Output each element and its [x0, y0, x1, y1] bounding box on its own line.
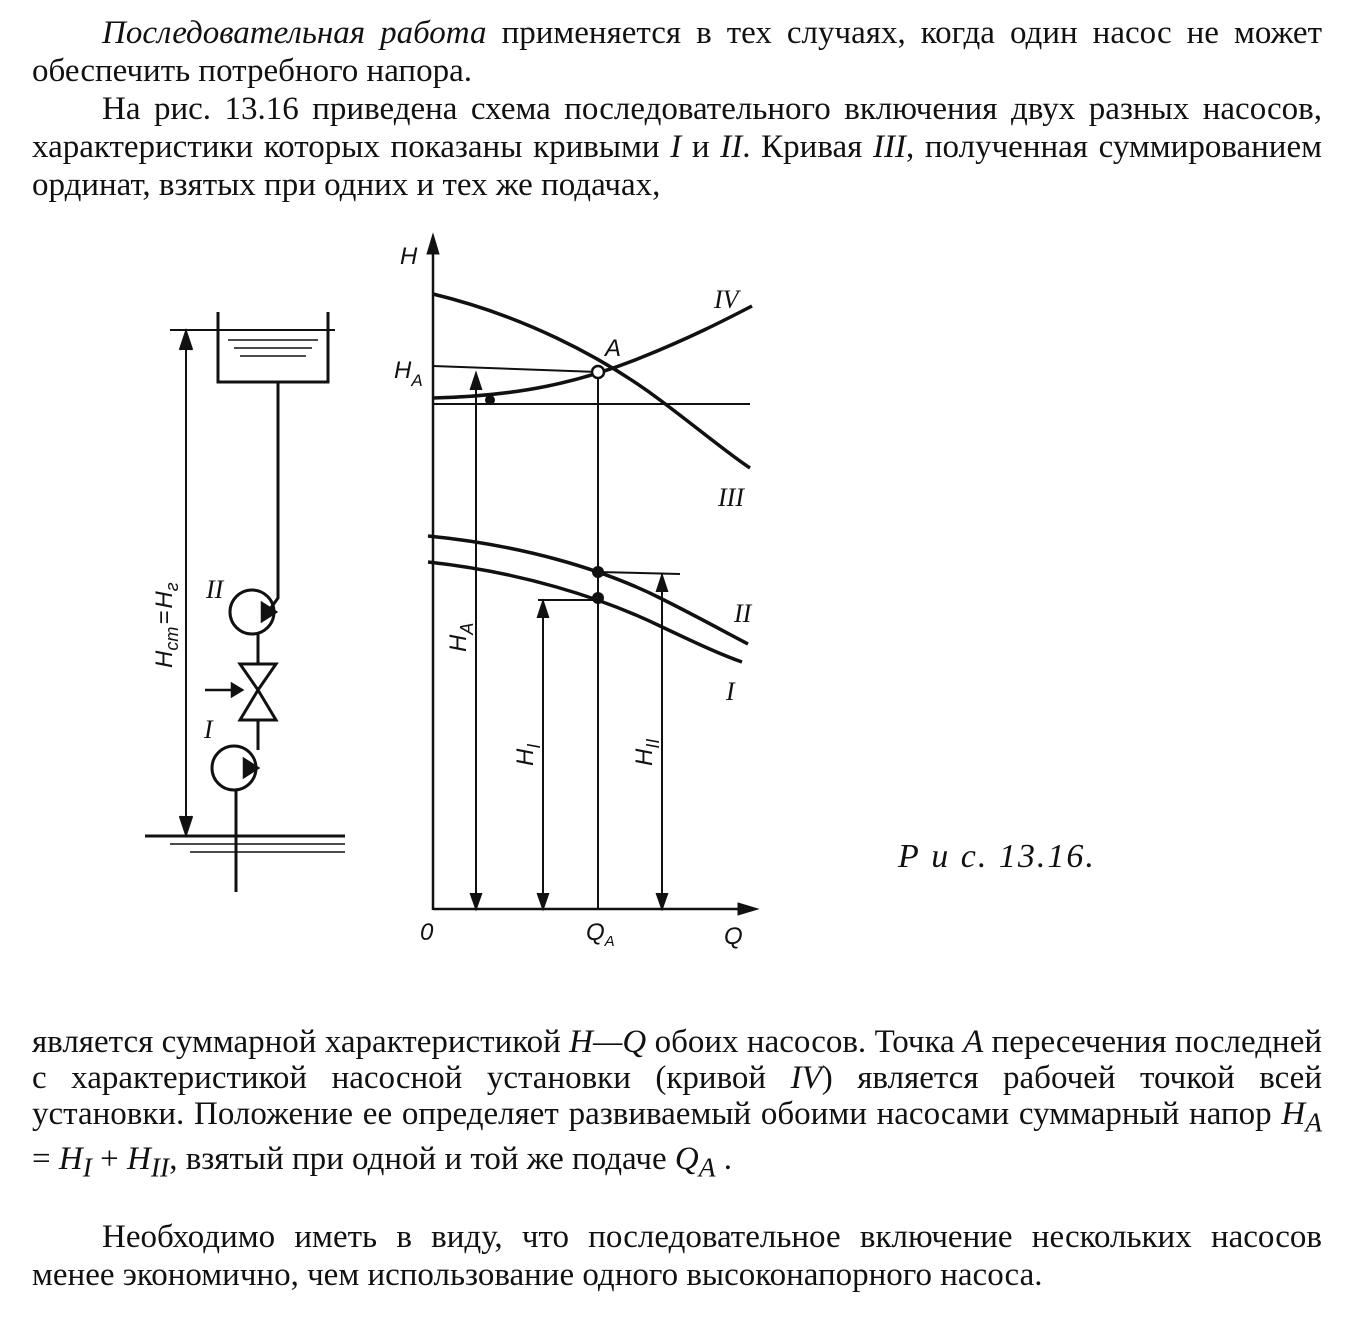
svg-text:HA: $H_A$ [445, 622, 477, 652]
paragraph-3 [32, 1024, 1322, 1185]
y-axis-arrow [427, 234, 439, 254]
formula-plus: + [91, 1140, 128, 1177]
formula-ha: $H_A$ [1281, 1096, 1322, 1138]
qa-label: $Q_A$ [586, 919, 615, 950]
upper-tank [218, 312, 328, 382]
formula-h1: $H_I$ [58, 1140, 92, 1183]
x-axis-label: Q [724, 923, 743, 950]
curve-iii-label: III [718, 483, 744, 512]
paragraph-2-text-b: и [681, 129, 721, 165]
ha-dimension-label [445, 623, 477, 652]
italic-term: Последовательная работа [102, 15, 487, 51]
y-axis-label: H [400, 243, 418, 270]
h2-arrow-up [656, 574, 668, 592]
curve-iii [433, 294, 750, 468]
formula-eq: = [32, 1140, 59, 1177]
h2-arrow-down [656, 893, 668, 910]
ha-level-line [433, 366, 598, 372]
curve-ii-label: II [734, 599, 752, 628]
dim-arrow-up [180, 332, 192, 350]
point-on-curve-ii [592, 566, 604, 578]
paragraph-4: Необходимо иметь в виду, что последовательное включение нескольких насосов менее экономично, чем использование одного высоконапорного насоса. [32, 1219, 1322, 1293]
curve-ref-iii: III [872, 129, 906, 165]
curve-ref-ii: II [720, 129, 743, 165]
operating-point-a [592, 366, 604, 378]
paragraph-2-text-d: , полученная суммированием ординат, взятых при одних и тех же подачах, [32, 129, 1322, 203]
pump-i-label: I [204, 715, 213, 744]
svg-text:Hcm=Hг: $H_{cm}=H_г$ [151, 582, 182, 668]
figure-caption: Р и с. 13.16. [898, 838, 1096, 875]
paragraph-3-text-c: пересечения последней с характеристикой насосной установки (кривой [32, 1024, 1322, 1096]
paragraph-2-text-a: На рис. 13.16 приведена схема последовательного включения двух разных насосов, характеристики которых показаны кривыми [32, 91, 1322, 165]
pump-ii-label: II [206, 575, 224, 604]
height-label [151, 582, 182, 668]
origin-label: 0 [420, 919, 434, 946]
paragraph-2-text-c: . Кривая [742, 129, 873, 165]
h1-arrow-down [537, 893, 549, 910]
point-a-ref: А [963, 1024, 984, 1060]
formula-qa: $Q_A$ [674, 1140, 716, 1183]
point-a-label: A [605, 335, 622, 362]
point-on-curve-iv [485, 395, 495, 405]
curve-iv [433, 306, 752, 398]
curve-ref-iv: IV [790, 1060, 822, 1096]
hq-term: H—Q [569, 1024, 647, 1060]
x-axis-arrow [738, 903, 758, 915]
formula-h2: $H_{II}$ [127, 1140, 170, 1183]
dim-arrow-down [180, 816, 192, 834]
ha-arrow-down [470, 893, 482, 910]
svg-text:HI: $H_I$ [512, 743, 544, 766]
valve [240, 664, 276, 720]
hq-chart [427, 234, 758, 915]
discharge-pipe [268, 382, 278, 612]
curve-ref-i: I [670, 129, 682, 165]
svg-text:HII: $H_{II}$ [631, 738, 663, 766]
curve-iv-label: IV [714, 285, 739, 314]
h1-arrow-up [537, 600, 549, 618]
h2-level-line [598, 572, 680, 574]
h2-dimension-label [631, 739, 663, 766]
ha-axis-label: $H_A$ [394, 357, 423, 390]
paragraph-3-text-f: . [715, 1140, 733, 1177]
paragraph-1-text: применяется в тех случаях, когда один насос не может обеспечить потребного напора. [32, 15, 1322, 89]
paragraph-3-text-e: , взятый при одной и той же подаче [169, 1140, 675, 1177]
curve-i-label: I [726, 677, 735, 706]
paragraph-3-text-d: ) является рабочей точкой всей установки. Положение ее определяет развиваемый обоими насосами суммарный напор [32, 1060, 1322, 1132]
ha-arrow-up [470, 372, 482, 390]
point-on-curve-i [592, 592, 604, 604]
paragraph-3-text-b: обоих насосов. Точка [646, 1024, 964, 1060]
h1-dimension-label [512, 744, 544, 766]
valve-arrow [232, 684, 242, 696]
paragraph-3-text-a: является суммарной характеристикой [32, 1024, 570, 1060]
